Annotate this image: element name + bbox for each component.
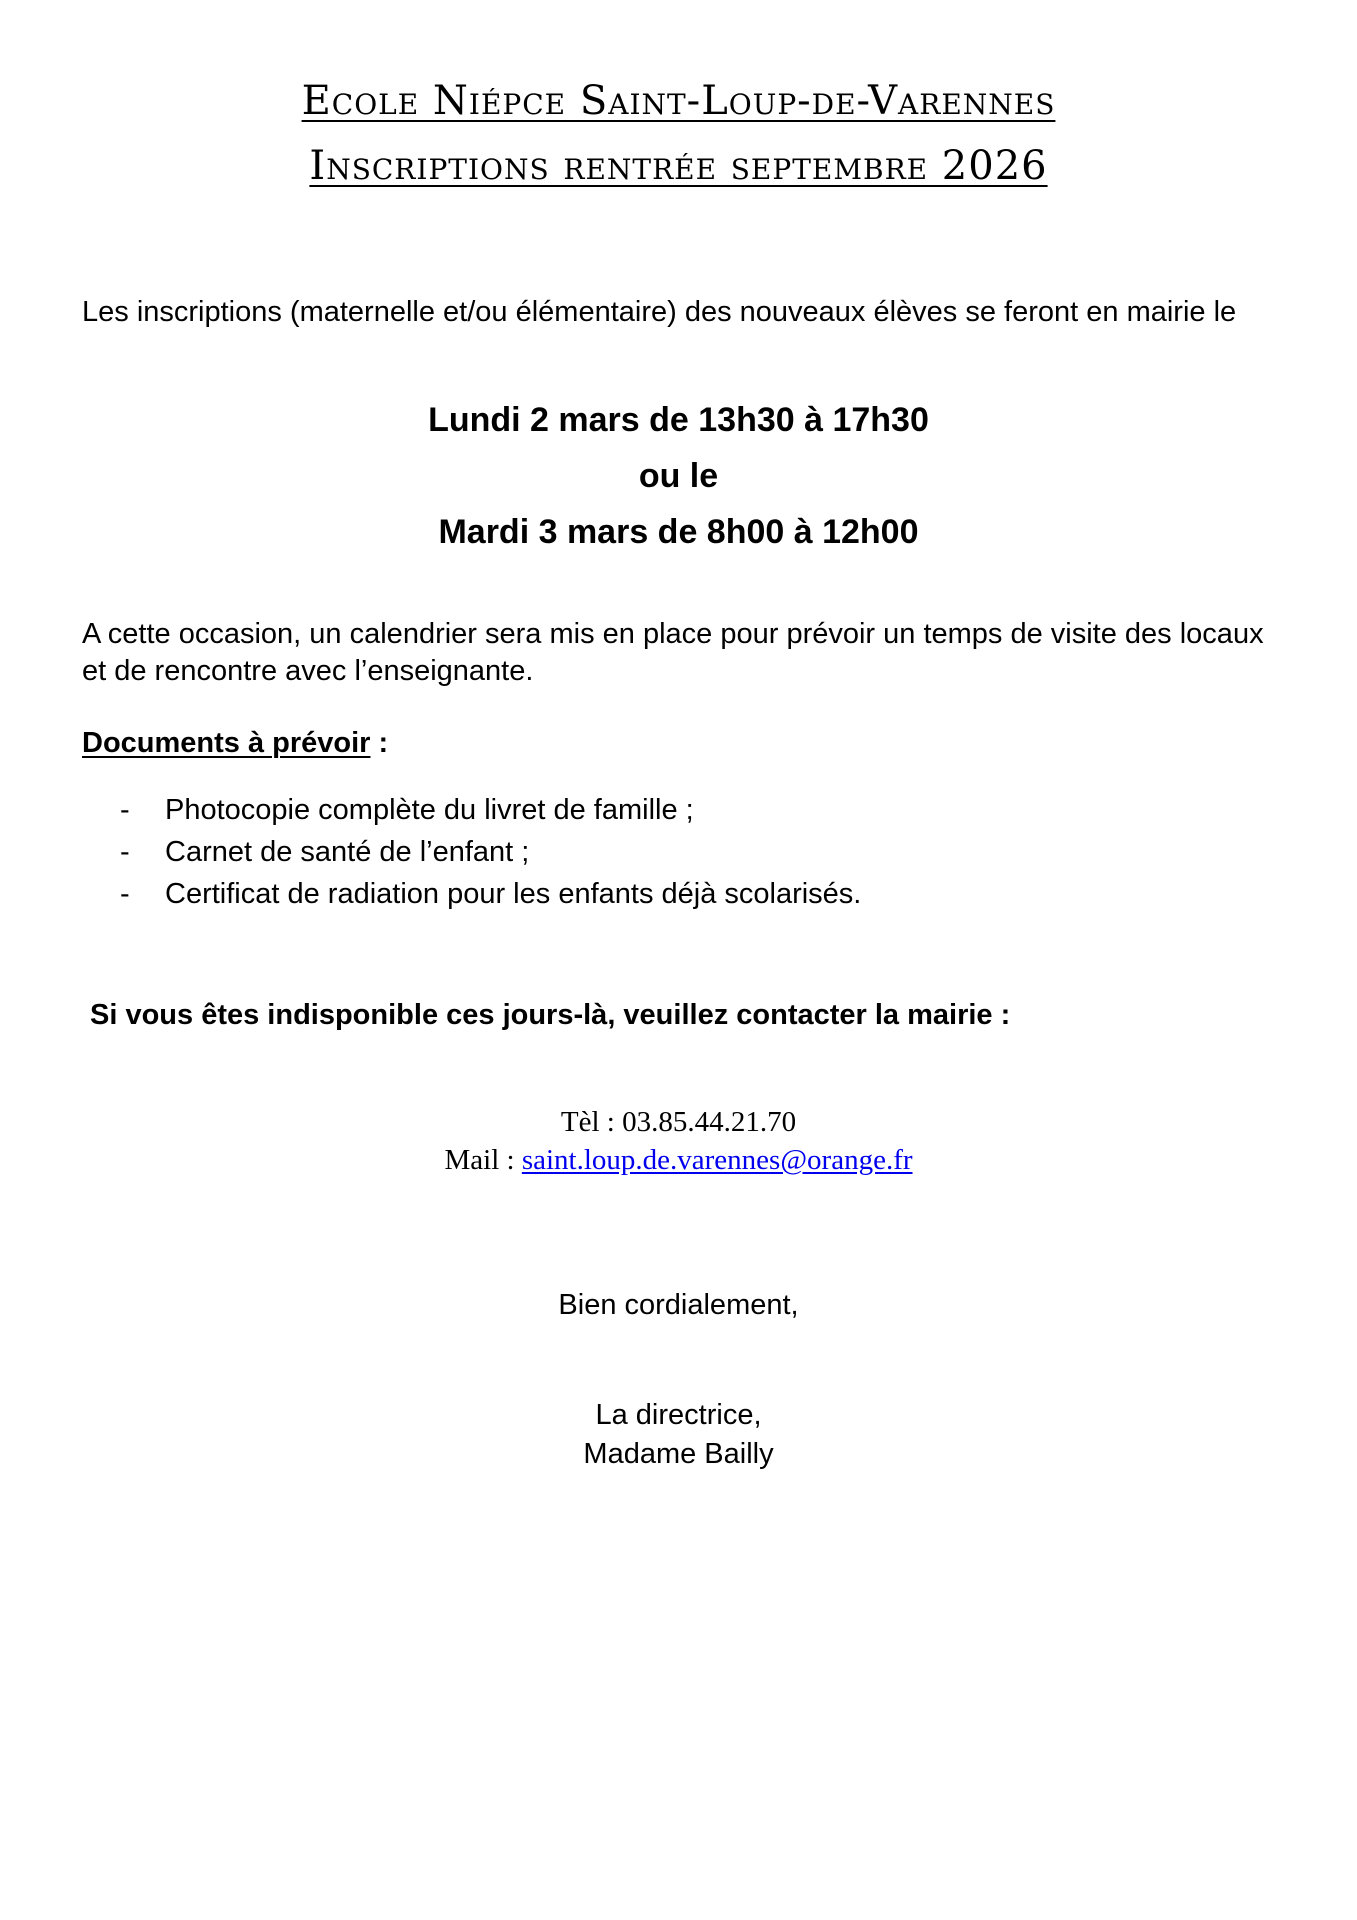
email-link[interactable]: saint.loup.de.varennes@orange.fr — [521, 1144, 913, 1176]
list-item-text: Carnet de santé de l’enfant ; — [165, 836, 530, 868]
unavailable-notice: Si vous êtes indisponible ces jours-là, veuillez contacter la mairie : — [90, 999, 1011, 1031]
closing-regards: Bien cordialement, — [558, 1289, 799, 1321]
email-line — [0, 1144, 1357, 1177]
list-bullet: - — [120, 878, 130, 910]
date-tuesday: Mardi 3 mars de 8h00 à 12h00 — [438, 513, 919, 551]
list-item — [120, 873, 861, 915]
documents-list — [120, 789, 861, 915]
documents-heading — [82, 727, 388, 760]
list-item-text: Certificat de radiation pour les enfants déjà scolarisés. — [165, 878, 862, 910]
school-title: Ecole Niépce Saint-Loup-de-Varennes — [301, 78, 1056, 124]
list-bullet: - — [120, 794, 130, 826]
date-or: ou le — [638, 457, 719, 495]
email-label: Mail : — [444, 1144, 522, 1176]
phone-line — [0, 1106, 1357, 1139]
visit-paragraph: A cette occasion, un calendrier sera mis en place pour prévoir un temps de visite des locaux et de rencontre avec l’enseignante. — [82, 618, 1264, 687]
list-item-text: Photocopie complète du livret de famille ; — [165, 794, 694, 826]
list-item — [120, 789, 861, 831]
phone-label: Tèl : — [560, 1106, 623, 1138]
signatory-name: Madame Bailly — [583, 1438, 774, 1470]
date-monday: Lundi 2 mars de 13h30 à 17h30 — [428, 401, 929, 439]
documents-heading-label: Documents à prévoir — [82, 727, 371, 759]
documents-heading-colon: : — [370, 727, 389, 759]
signatory-role: La directrice, — [595, 1399, 762, 1431]
phone-number: 03.85.44.21.70 — [622, 1106, 797, 1138]
enrollment-title: Inscriptions rentrée septembre 2026 — [309, 143, 1048, 189]
list-bullet: - — [120, 836, 130, 868]
list-item — [120, 831, 861, 873]
intro-paragraph: Les inscriptions (maternelle et/ou élémentaire) des nouveaux élèves se feront en mairie le — [82, 296, 1237, 328]
